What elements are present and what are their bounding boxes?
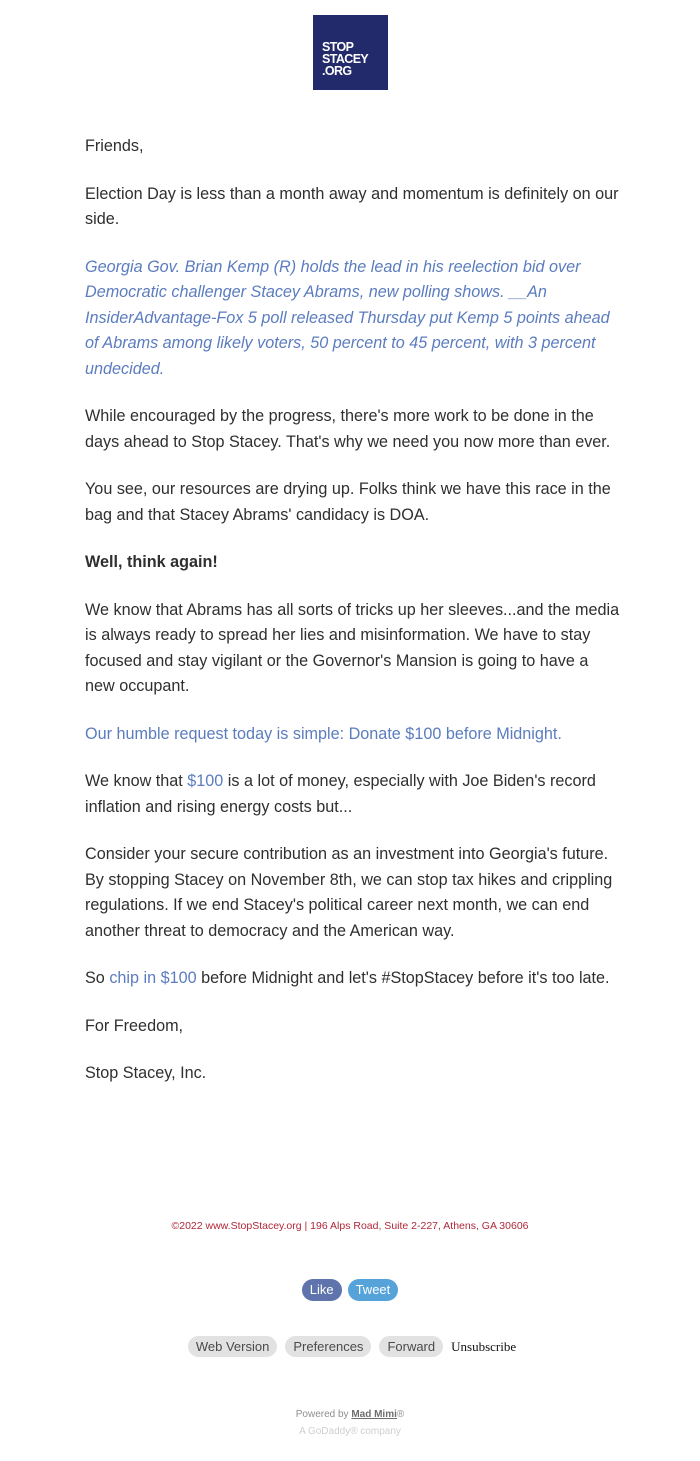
powered-by-label: Powered by [295,1409,352,1420]
paragraph-abrams-tricks: We know that Abrams has all sorts of tricks up her sleeves...and the media is always ready to spread her lies and misinformation. We have to stay focused and stay vigilant or the Governor's Mansion is going to have a new occupant. [85,600,620,695]
powered-by [0,1409,700,1420]
signature: Stop Stacey, Inc. [85,1064,207,1082]
footer-links [0,1336,700,1357]
preferences-button[interactable]: Preferences [285,1336,371,1357]
paragraph-election-day: Election Day is less than a month away and momentum is definitely on our side. [85,184,619,228]
registered-mark: ® [396,1409,405,1420]
like-button[interactable]: Like [302,1279,342,1301]
paragraph-investment: Consider your secure contribution as an investment into Georgia's future. By stopping Stacey on November 8th, we can stop tax hikes and crippling regulations. If we end Stacey's political career next month, we can end another threat to democracy and the American way. [85,845,613,940]
email-body [85,134,620,1109]
web-version-button[interactable]: Web Version [188,1336,277,1357]
logo-line-org: .ORG [322,64,352,78]
poll-quote: Georgia Gov. Brian Kemp (R) holds the lead in his reelection bid over Democratic challenger Stacey Abrams, new polling shows. __An InsiderAdvantage-Fox 5 poll released Thursday put Kemp 5 points ahead of Abrams among likely voters, 50 percent to 45 percent, with 3 percent undecided. [85,257,610,378]
closing: For Freedom, [85,1016,184,1035]
footer-address[interactable]: ©2022 www.StopStacey.org | 196 Alps Road, Suite 2-227, Athens, GA 30606 [171,1220,529,1232]
paragraph-encouraged: While encouraged by the progress, there's more work to be done in the days ahead to Stop Stacey. That's why we need you now more than ever. [85,407,611,451]
unsubscribe-link[interactable]: Unsubscribe [451,1338,517,1354]
paragraph-chip-in [85,966,620,992]
stop-stacey-logo[interactable] [313,15,388,90]
social-buttons [0,1279,700,1301]
paragraph-chip-in-start: So [85,969,110,987]
donate-request-link[interactable]: Our humble request today is simple: Donate $100 before Midnight. [85,724,562,743]
donate-100-link[interactable]: $100 [187,772,224,790]
forward-button[interactable]: Forward [379,1336,443,1357]
chip-in-link[interactable]: chip in $100 [109,969,197,987]
paragraph-money-end: is a lot of money, especially with Joe Biden's record inflation and rising energy costs but... [85,772,596,816]
paragraph-think-again: Well, think again! [85,553,218,571]
paragraph-money-start: We know that [85,772,188,790]
godaddy-company-line: A GoDaddy® company [299,1426,401,1437]
paragraph-resources: You see, our resources are drying up. Folks think we have this race in the bag and that Stacey Abrams' candidacy is DOA. [85,480,611,524]
paragraph-money [85,769,620,820]
mad-mimi-link[interactable]: Mad Mimi [351,1409,397,1420]
tweet-button[interactable]: Tweet [348,1279,399,1301]
donate-request-paragraph [85,722,620,748]
logo-line-stop: STOP [322,40,354,54]
paragraph-chip-in-end: before Midnight and let's #StopStacey before it's too late. [196,969,610,987]
greeting: Friends, [85,137,144,155]
logo-line-stacey: STACEY [322,52,369,66]
